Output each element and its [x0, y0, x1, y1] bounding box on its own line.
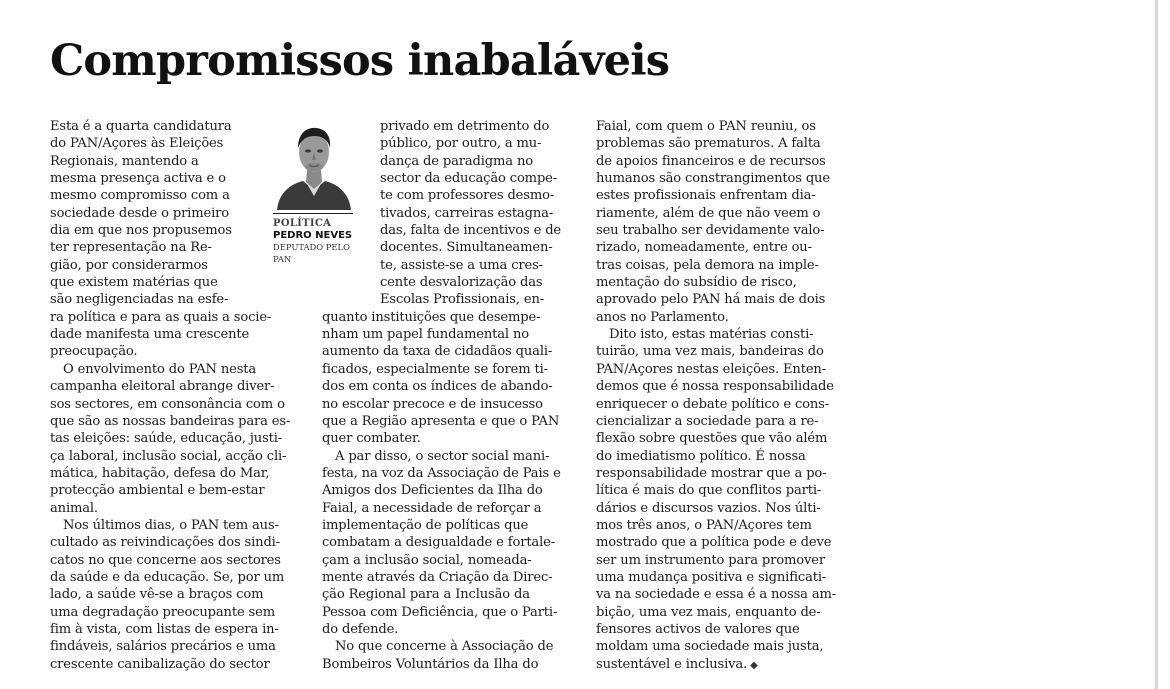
article-text-line: mesmo compromisso com a [50, 188, 230, 204]
article-text-line: lítica é mais do que conflitos parti- [596, 483, 822, 499]
article-text-line: protecção ambiental e bem-estar [50, 483, 265, 499]
article-text-line: mente através da Criação da Direc- [322, 569, 553, 585]
article-text-line: do PAN/Açores às Eleições [50, 136, 224, 152]
article-text-line: Nos últimos dias, o PAN tem aus- [63, 517, 279, 533]
article-text-line: ça laboral, inclusão social, acção cli- [50, 448, 287, 464]
article-headline: Compromissos inabaláveis [50, 36, 670, 86]
article-text-line: de apoios financeiros e de recursos [596, 153, 826, 169]
article-text-line: que existem matérias que [50, 275, 218, 291]
article-text-line: responsabilidade mostrar que a po- [596, 465, 827, 481]
article-text-line: çam a inclusão social, nomeada- [322, 552, 532, 568]
article-text-line: fim à vista, com listas de espera in- [50, 621, 279, 637]
article-text-line: quanto instituições que desempe- [322, 309, 541, 325]
article-text-line: Esta é a quarta candidatura [50, 119, 232, 134]
article-text-line: humanos são constrangimentos que [596, 171, 830, 187]
article-text-line: tas eleições: saúde, educação, justi- [50, 431, 283, 447]
article-text-line: PAN/Açores nestas eleições. Enten- [596, 361, 826, 377]
article-text-line: catos no que concerne aos sectores [50, 552, 281, 568]
article-text-line: rizado, nomeadamente, entre ou- [596, 240, 812, 256]
article-text-line: cultado as reivindicações dos sindi- [50, 535, 280, 551]
article-text-line: dade manifesta uma crescente [50, 327, 250, 343]
article-text-line: tuirão, uma vez mais, bandeiras do [596, 344, 824, 360]
article-text-line: va na sociedade e essa é a nossa am- [596, 587, 837, 603]
author-role-line: DEPUTADO PELO [273, 242, 350, 252]
article-text-line: nham um papel fundamental no [322, 327, 529, 343]
article-text-line: estes profissionais enfrentam dia- [596, 188, 816, 204]
article-text-line: da saúde e da educação. Se, por um [50, 569, 285, 585]
article-text-line: do defende. [322, 621, 399, 637]
article-text-line: mesma presença activa e o [50, 171, 226, 187]
article-text-line: No que concerne à Associação de [335, 639, 554, 655]
article-text-line: aprovado pelo PAN há mais de dois [596, 292, 826, 308]
article-text-line: mostrado que a política pode e deve [596, 535, 832, 551]
article-text-line: das, falta de incentivos e de [380, 223, 562, 239]
article-text-line: O envolvimento do PAN nesta [63, 361, 257, 377]
article-text-line: são negligenciadas na esfe- [50, 292, 229, 308]
section-label: POLÍTICA [273, 218, 332, 229]
article-text-line: te com professores desmo- [380, 188, 555, 204]
article-text-line: aumento da taxa de cidadãos quali- [322, 344, 553, 360]
article-text-line: A par disso, o sector social mani- [335, 448, 550, 464]
article-text-line: Pessoa com Deficiência, que o Parti- [322, 604, 558, 620]
article-text-line: ficados, especialmente se forem ti- [322, 361, 548, 377]
article-text-line: dia em que nos propusemos [50, 223, 232, 239]
article-column-2 [322, 118, 584, 673]
article-text-line: flexão sobre questões que vão além [596, 431, 828, 447]
article-text-line: moldam uma sociedade mais justa, [596, 639, 824, 655]
article-text-line: anos no Parlamento. [596, 309, 729, 325]
article-text-line: sustentável e inclusiva. ◆ [596, 656, 758, 672]
article-text-line: que a Região apresenta e que o PAN [322, 413, 560, 429]
article-text-line: ter representação na Re- [50, 240, 212, 256]
article-text-line: sociedade desde o primeiro [50, 205, 229, 221]
article-text-line: Regionais, mantendo a [50, 153, 199, 169]
article-text-line: no escolar precoce e de insucesso [322, 396, 543, 412]
article-text-line: sos sectores, em consonância com o [50, 396, 285, 412]
article-text-line: Amigos dos Deficientes da Ilha do [322, 483, 543, 499]
article-text-line: riamente, além de que não veem o [596, 205, 821, 221]
article-text-line: mentação do subsídio de risco, [596, 275, 797, 291]
article-text-line: mática, habitação, defesa do Mar, [50, 465, 270, 481]
article-text-line: enriquecer o debate político e cons- [596, 396, 830, 412]
article-text-line: ciencializar a sociedade para a re- [596, 413, 819, 429]
article-text-line: fensores activos de valores que [596, 621, 800, 637]
article-text-line: te, assiste-se a uma cres- [380, 257, 543, 273]
article-text-line: mos três anos, o PAN/Açores tem [596, 517, 812, 533]
article-text-line: Bombeiros Voluntários da Ilha do [322, 656, 539, 672]
article-text-line: gião, por considerarmos [50, 257, 208, 273]
article-text-line: dança de paradigma no [380, 153, 533, 169]
article-text-line: findáveis, salários precários e uma [50, 639, 276, 655]
article-text-line: ra política e para as quais a socie- [50, 309, 272, 325]
article-text-line: tras coisas, pela demora na imple- [596, 257, 819, 273]
article-text-line: quer combater. [322, 431, 421, 447]
article-text-line: cente desvalorização das [380, 275, 543, 291]
article-text-line: ser um instrumento para promover [596, 552, 825, 568]
author-role-line: PAN [273, 254, 292, 264]
article-text-line: problemas são prematuros. A falta [596, 136, 821, 152]
article-text-line: uma mudança positiva e significati- [596, 569, 827, 585]
article-text-line: dos em conta os índices de abando- [322, 379, 553, 395]
article-text-line: docentes. Simultaneamen- [380, 240, 553, 256]
author-name: PEDRO NEVES [273, 230, 353, 241]
article-text-line: animal. [50, 500, 98, 516]
article-text-line: festa, na voz da Associação de Pais e [322, 465, 561, 481]
article-text-line: sector da educação compe- [380, 171, 558, 187]
end-of-article-mark: ◆ [747, 659, 758, 671]
article-text-line: lado, a saúde vê-se a braços com [50, 587, 264, 603]
article-column-1 [50, 118, 300, 673]
article-text-line: Escolas Profissionais, en- [380, 292, 545, 308]
article-text-line: bição, uma vez mais, enquanto de- [596, 604, 821, 620]
article-text-line: que são as nossas bandeiras para es- [50, 413, 291, 429]
article-text-line: público, por outro, a mu- [380, 136, 542, 152]
article-text-line: Faial, com quem o PAN reuniu, os [596, 119, 816, 134]
article-text-line: ção Regional para a Inclusão da [322, 587, 530, 603]
article-text-line: implementação de políticas que [322, 517, 529, 533]
article-text-line: Dito isto, estas matérias consti- [609, 327, 814, 343]
article-text-line: crescente canibalização do sector [50, 656, 270, 672]
article-text-line: do imediatismo político. É nossa [596, 448, 806, 464]
article-text-line: seu trabalho ser devidamente valo- [596, 223, 825, 239]
article-text-line: tivados, carreiras estagna- [380, 205, 554, 221]
article-text-line: campanha eleitoral abrange diver- [50, 379, 275, 395]
article-column-3 [596, 118, 858, 673]
article-text-line: privado em detrimento do [380, 119, 550, 134]
article-text-line: Faial, a necessidade de reforçar a [322, 500, 542, 516]
article-text-line: dários e discursos vazios. Nos últi- [596, 500, 821, 516]
article-text-line: preocupação. [50, 344, 138, 360]
article-text-line: combatam a desigualdade e fortale- [322, 535, 555, 551]
article-text-line: demos que é nossa responsabilidade [596, 379, 834, 395]
article-text-line: uma degradação preocupante sem [50, 604, 275, 620]
